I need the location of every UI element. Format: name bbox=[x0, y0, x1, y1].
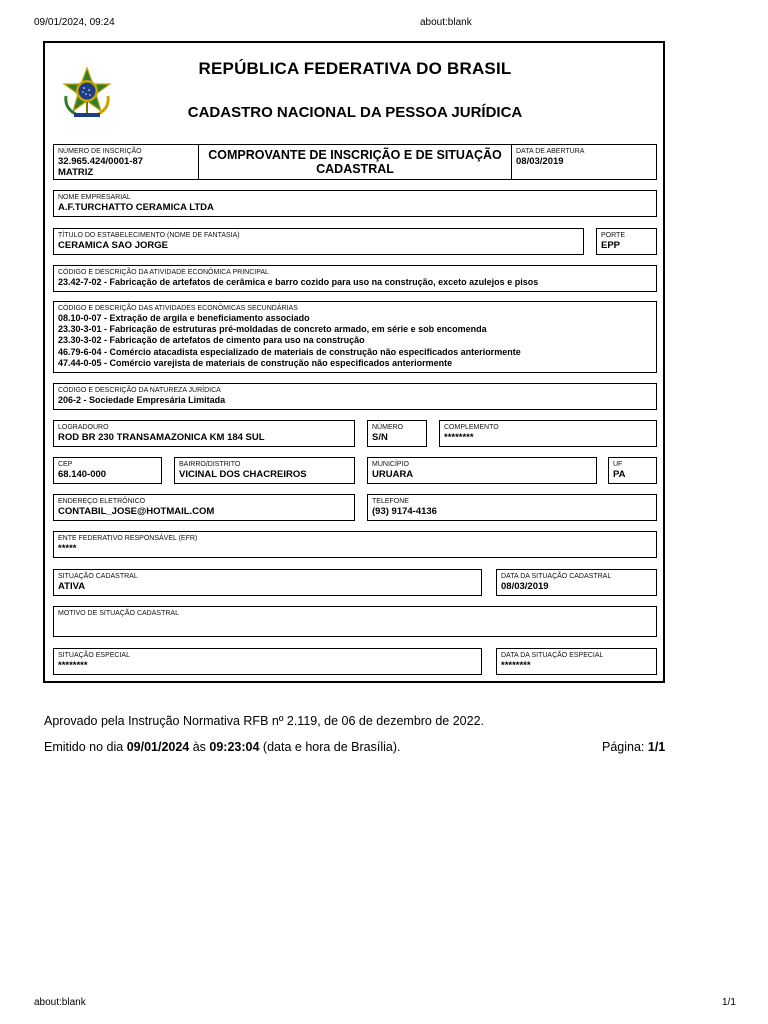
atividade-principal-label: CÓDIGO E DESCRIÇÃO DA ATIVIDADE ECONÔMICA PRINCIPAL bbox=[58, 269, 269, 276]
bairro-value: VICINAL DOS CHACREIROS bbox=[179, 469, 307, 480]
print-header-url: about:blank bbox=[420, 17, 472, 28]
numero-box bbox=[367, 420, 427, 447]
porte-label: PORTE bbox=[601, 232, 625, 239]
numero-label: NÚMERO bbox=[372, 424, 404, 431]
atividade-secundaria-item bbox=[58, 335, 652, 346]
logradouro-box bbox=[53, 420, 355, 447]
abertura-box bbox=[511, 144, 657, 180]
data-situacao-especial-box bbox=[496, 648, 657, 675]
porte-box bbox=[596, 228, 657, 255]
uf-label: UF bbox=[613, 461, 623, 468]
situacao-cadastral-label: SITUAÇÃO CADASTRAL bbox=[58, 573, 138, 580]
nome-empresarial-value: A.F.TURCHATTO CERAMICA LTDA bbox=[58, 202, 214, 213]
data-situacao-box bbox=[496, 569, 657, 596]
brazil-coat-of-arms-icon bbox=[60, 66, 114, 120]
inscricao-box bbox=[53, 144, 199, 180]
emission-date: 09/01/2024 bbox=[126, 740, 190, 754]
email-box bbox=[53, 494, 355, 521]
registry-title: CADASTRO NACIONAL DA PESSOA JURÍDICA bbox=[187, 104, 523, 121]
logradouro-value: ROD BR 230 TRANSAMAZONICA KM 184 SUL bbox=[58, 432, 265, 443]
emission-time: 09:23:04 bbox=[209, 740, 260, 754]
telefone-value: (93) 9174-4136 bbox=[372, 506, 437, 517]
atividade-secundaria-desc: - Extração de argila e beneficiamento associado bbox=[101, 313, 310, 323]
data-situacao-especial-value: ******** bbox=[501, 660, 531, 671]
data-situacao-label: DATA DA SITUAÇÃO CADASTRAL bbox=[501, 573, 612, 580]
approval-note: Aprovado pela Instrução Normativa RFB nº 2.119, de 06 de dezembro de 2022. bbox=[44, 714, 485, 728]
page-value: 1/1 bbox=[647, 740, 666, 754]
document-title-line1: COMPROVANTE DE INSCRIÇÃO E DE SITUAÇÃO bbox=[208, 148, 502, 162]
atividade-principal-desc: - Fabricação de artefatos de cerâmica e barro cozido para uso na construção, exceto azulejos e pisos bbox=[101, 277, 539, 287]
fantasia-box bbox=[53, 228, 584, 255]
telefone-box bbox=[367, 494, 657, 521]
telefone-label: TELEFONE bbox=[372, 498, 409, 505]
country-title: REPÚBLICA FEDERATIVA DO BRASIL bbox=[198, 59, 512, 78]
complemento-box bbox=[439, 420, 657, 447]
porte-value: EPP bbox=[601, 240, 621, 251]
emission-note bbox=[44, 740, 401, 754]
email-label: ENDEREÇO ELETRÔNICO bbox=[58, 498, 146, 505]
atividades-secundarias-box bbox=[53, 301, 657, 373]
uf-value: PA bbox=[613, 469, 626, 480]
efr-value: ***** bbox=[58, 543, 77, 554]
motivo-label: MOTIVO DE SITUAÇÃO CADASTRAL bbox=[58, 610, 179, 617]
nome-empresarial-box bbox=[53, 190, 657, 217]
logradouro-label: LOGRADOURO bbox=[58, 424, 109, 431]
fantasia-label: TÍTULO DO ESTABELECIMENTO (NOME DE FANTASIA) bbox=[58, 232, 240, 239]
situacao-cadastral-value: ATIVA bbox=[58, 581, 86, 592]
document-title-line2: CADASTRAL bbox=[316, 162, 394, 176]
atividade-secundaria-item bbox=[58, 324, 652, 335]
atividade-secundaria-desc: - Fabricação de artefatos de cimento para uso na construção bbox=[101, 335, 365, 346]
abertura-label: DATA DE ABERTURA bbox=[516, 148, 585, 155]
emission-prefix: Emitido no dia bbox=[44, 740, 127, 754]
page-indicator bbox=[602, 740, 665, 754]
complemento-label: COMPLEMENTO bbox=[444, 424, 499, 431]
efr-box bbox=[53, 531, 657, 558]
atividade-secundaria-code: 23.30-3-02 bbox=[58, 335, 102, 346]
inscricao-number: 32.965.424/0001-87 bbox=[58, 156, 144, 167]
atividade-secundaria-desc: - Comércio atacadista especializado de materiais de construção não especificados anteriormente bbox=[101, 346, 521, 357]
municipio-label: MUNICÍPIO bbox=[372, 461, 409, 468]
atividade-secundaria-desc: - Comércio varejista de materiais de construção não especificados anteriormente bbox=[101, 357, 453, 368]
atividade-secundaria-desc: - Fabricação de estruturas pré-moldadas de concreto armado, em série e sob encomenda bbox=[101, 324, 487, 335]
fantasia-value: CERAMICA SAO JORGE bbox=[58, 240, 168, 251]
efr-label: ENTE FEDERATIVO RESPONSÁVEL (EFR) bbox=[58, 535, 198, 542]
natureza-juridica-box bbox=[53, 383, 657, 410]
atividade-secundaria-item bbox=[58, 313, 652, 324]
atividades-secundarias-label: CÓDIGO E DESCRIÇÃO DAS ATIVIDADES ECONÔMICAS SECUNDÁRIAS bbox=[58, 305, 298, 312]
atividade-secundaria-item bbox=[58, 347, 652, 358]
atividade-secundaria-item bbox=[58, 358, 652, 369]
data-situacao-especial-label: DATA DA SITUAÇÃO ESPECIAL bbox=[501, 652, 604, 659]
cep-label: CEP bbox=[58, 461, 73, 468]
situacao-especial-value: ******** bbox=[58, 660, 88, 671]
abertura-value: 08/03/2019 bbox=[516, 156, 564, 167]
print-footer-page: 1/1 bbox=[722, 997, 736, 1008]
municipio-box bbox=[367, 457, 597, 484]
natureza-juridica-item bbox=[58, 395, 652, 406]
nome-empresarial-label: NOME EMPRESARIAL bbox=[58, 194, 131, 201]
data-situacao-value: 08/03/2019 bbox=[501, 581, 549, 592]
natureza-juridica-desc: - Sociedade Empresária Limitada bbox=[81, 395, 226, 405]
atividade-secundaria-code: 23.30-3-01 bbox=[58, 324, 102, 335]
document-title bbox=[199, 145, 511, 176]
complemento-value: ******** bbox=[444, 432, 474, 443]
emission-suffix: (data e hora de Brasília). bbox=[259, 740, 401, 754]
inscricao-label: NÚMERO DE INSCRIÇÃO bbox=[58, 148, 142, 155]
atividade-secundaria-code: 46.79-6-04 bbox=[58, 346, 102, 357]
situacao-especial-box bbox=[53, 648, 482, 675]
uf-box bbox=[608, 457, 657, 484]
natureza-juridica-code: 206-2 bbox=[58, 395, 82, 405]
bairro-box bbox=[174, 457, 355, 484]
print-footer-url: about:blank bbox=[34, 997, 86, 1008]
atividade-secundaria-code: 08.10-0-07 bbox=[58, 313, 102, 323]
motivo-box bbox=[53, 606, 657, 637]
email-value: CONTABIL_JOSE@HOTMAIL.COM bbox=[58, 506, 215, 517]
atividade-principal-code: 23.42-7-02 bbox=[58, 277, 102, 287]
page-label: Página: bbox=[602, 740, 648, 754]
bairro-label: BAIRRO/DISTRITO bbox=[179, 461, 241, 468]
situacao-especial-label: SITUAÇÃO ESPECIAL bbox=[58, 652, 130, 659]
atividade-principal-box bbox=[53, 265, 657, 292]
numero-value: S/N bbox=[372, 432, 388, 443]
print-header-datetime: 09/01/2024, 09:24 bbox=[34, 17, 115, 28]
cep-value: 68.140-000 bbox=[58, 469, 107, 480]
municipio-value: URUARA bbox=[372, 469, 414, 480]
emission-mid: às bbox=[189, 740, 210, 754]
atividade-secundaria-code: 47.44-0-05 bbox=[58, 357, 102, 368]
natureza-juridica-label: CÓDIGO E DESCRIÇÃO DA NATUREZA JURÍDICA bbox=[58, 387, 221, 394]
inscricao-type: MATRIZ bbox=[58, 167, 94, 178]
cep-box bbox=[53, 457, 162, 484]
document-title-box bbox=[198, 144, 512, 180]
atividade-principal-item bbox=[58, 277, 652, 288]
situacao-cadastral-box bbox=[53, 569, 482, 596]
